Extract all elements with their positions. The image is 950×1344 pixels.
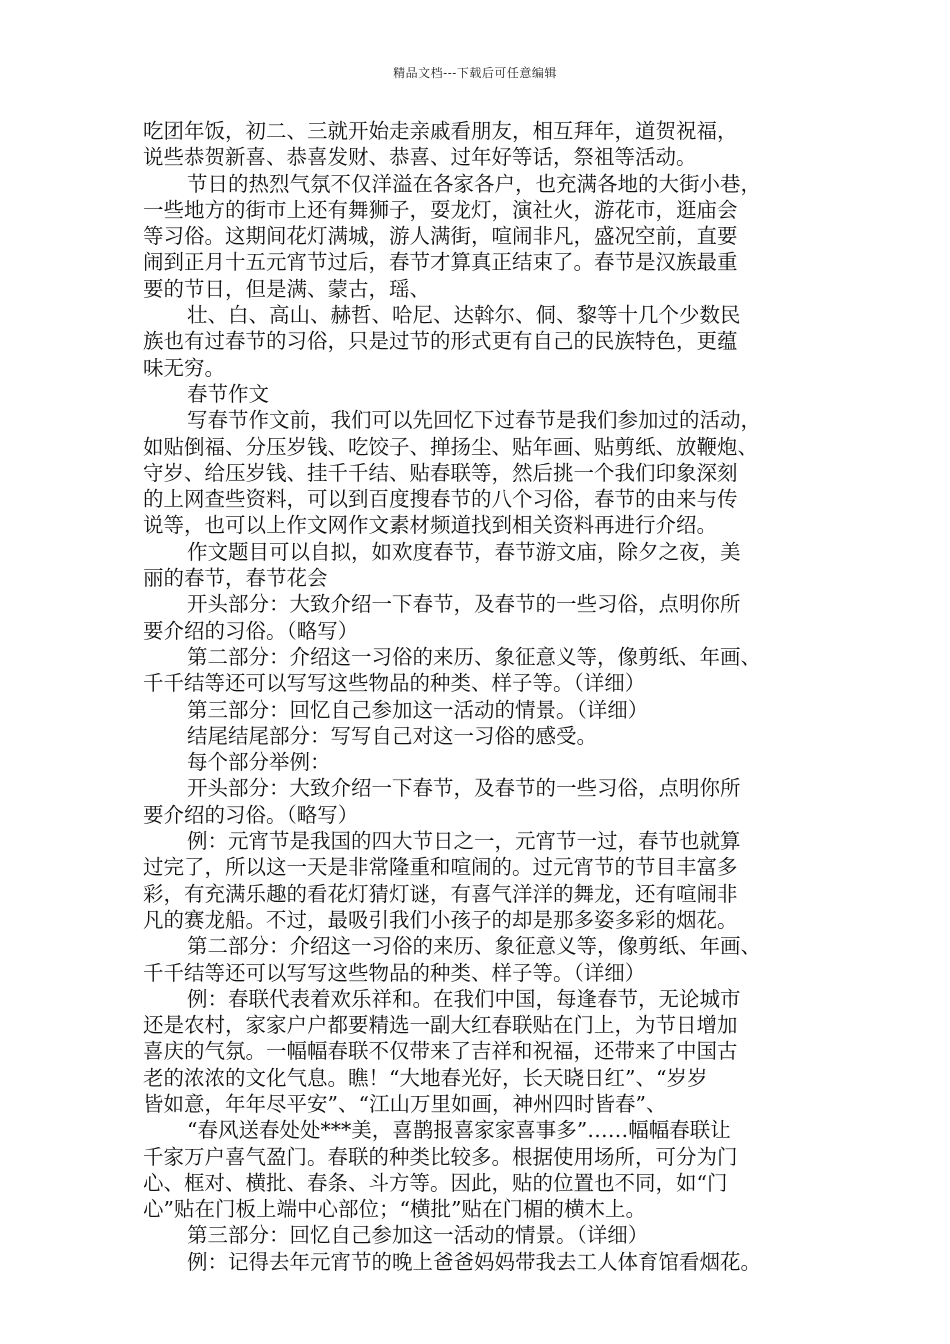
text-line: “春风送春处处***美，喜鹊报喜家家喜事多”……幅幅春联让 <box>187 1118 731 1143</box>
text-line: 开头部分：大致介绍一下春节，及春节的一些习俗，点明你所 <box>187 776 741 801</box>
text-line: 每个部分举例： <box>187 750 331 775</box>
text-line: 的上网查些资料，可以到百度搜春节的八个习俗，春节的由来与传 <box>143 487 738 512</box>
text-line: 等习俗。这期间花灯满城，游人满街，喧闹非凡，盛况空前，直要 <box>143 224 738 249</box>
text-line: 要的节日，但是满、蒙古，瑶、 <box>143 276 430 301</box>
text-line: 丽的春节，春节花会 <box>143 566 328 591</box>
text-line: 说等，也可以上作文网作文素材频道找到相关资料再进行介绍。 <box>143 513 717 538</box>
document-body <box>143 118 833 1275</box>
text-line: 如贴倒福、分压岁钱、吃饺子、掸扬尘、贴年画、贴剪纸、放鞭炮、 <box>143 434 758 459</box>
text-line: 喜庆的气氛。一幅幅春联不仅带来了吉祥和祝福，还带来了中国古 <box>143 1039 738 1064</box>
text-line: 吃团年饭，初二、三就开始走亲戚看朋友，相互拜年，道贺祝福， <box>143 119 738 143</box>
text-line: 千家万户喜气盈门。春联的种类比较多。根据使用场所，可分为门 <box>143 1144 738 1169</box>
text-line: 春节作文 <box>187 381 269 406</box>
text-line: 作文题目可以自拟，如欢度春节，春节游文庙，除夕之夜，美 <box>187 539 741 564</box>
text-line: 过完了，所以这一天是非常隆重和喧闹的。过元宵节的节目丰富多 <box>143 855 738 880</box>
text-line: 说些恭贺新喜、恭喜发财、恭喜、过年好等话，祭祖等活动。 <box>143 145 697 170</box>
text-line: 第二部分：介绍这一习俗的来历、象征意义等，像剪纸、年画、 <box>187 934 761 959</box>
page-header: 精品文档---下载后可任意编辑 <box>393 66 557 80</box>
text-line: 还是农村，家家户户都要精选一副大红春联贴在门上，为节日增加 <box>143 1013 738 1038</box>
text-line: 壮、白、高山、赫哲、哈尼、达斡尔、侗、黎等十几个少数民 <box>187 303 741 328</box>
text-line: 要介绍的习俗。（略写） <box>143 618 359 643</box>
text-line: 节日的热烈气氛不仅洋溢在各家各户，也充满各地的大街小巷， <box>187 171 761 196</box>
text-line: 凡的赛龙船。不过，最吸引我们小孩子的却是那多姿多彩的烟花。 <box>143 907 738 932</box>
text-line: 第三部分：回忆自己参加这一活动的情景。（详细） <box>187 1223 649 1248</box>
text-line: 味无穷。 <box>143 355 225 380</box>
text-line: 第二部分：介绍这一习俗的来历、象征意义等，像剪纸、年画、 <box>187 644 761 669</box>
text-line: 例：春联代表着欢乐祥和。在我们中国，每逢春节，无论城市 <box>187 986 741 1011</box>
text-line: 守岁、给压岁钱、挂千千结、贴春联等，然后挑一个我们印象深刻 <box>143 460 738 485</box>
text-line: 第三部分：回忆自己参加这一活动的情景。（详细） <box>187 697 649 722</box>
text-line: 结尾结尾部分：写写自己对这一习俗的感受。 <box>187 723 597 748</box>
text-line: 写春节作文前，我们可以先回忆下过春节是我们参加过的活动， <box>187 408 761 433</box>
text-line: 老的浓浓的文化气息。瞧！“大地春光好，长天晓日红”、“岁岁 <box>143 1065 708 1090</box>
text-line: 心、框对、横批、春条、斗方等。因此，贴的位置也不同，如“门 <box>143 1170 728 1195</box>
text-line: 皆如意，年年尽平安”、“江山万里如画，神州四时皆春”、 <box>143 1091 667 1116</box>
text-line: 族也有过春节的习俗，只是过节的形式更有自己的民族特色，更蕴 <box>143 329 738 354</box>
text-line: 千千结等还可以写写这些物品的种类、样子等。（详细） <box>143 671 646 696</box>
text-line: 一些地方的街市上还有舞狮子，耍龙灯，演社火，游花市，逛庙会 <box>143 197 738 222</box>
text-line: 例：记得去年元宵节的晚上爸爸妈妈带我去工人体育馆看烟花。 <box>187 1249 761 1274</box>
text-line: 例：元宵节是我国的四大节日之一，元宵节一过，春节也就算 <box>187 829 741 854</box>
text-line: 开头部分：大致介绍一下春节，及春节的一些习俗，点明你所 <box>187 592 741 617</box>
text-line: 心”贴在门板上端中心部位；“横批”贴在门楣的横木上。 <box>143 1197 646 1222</box>
text-line: 要介绍的习俗。（略写） <box>143 802 359 827</box>
text-line: 彩，有充满乐趣的看花灯猜灯谜，有喜气洋洋的舞龙，还有喧闹非 <box>143 881 738 906</box>
text-line: 千千结等还可以写写这些物品的种类、样子等。（详细） <box>143 960 646 985</box>
text-line: 闹到正月十五元宵节过后，春节才算真正结束了。春节是汉族最重 <box>143 250 738 275</box>
